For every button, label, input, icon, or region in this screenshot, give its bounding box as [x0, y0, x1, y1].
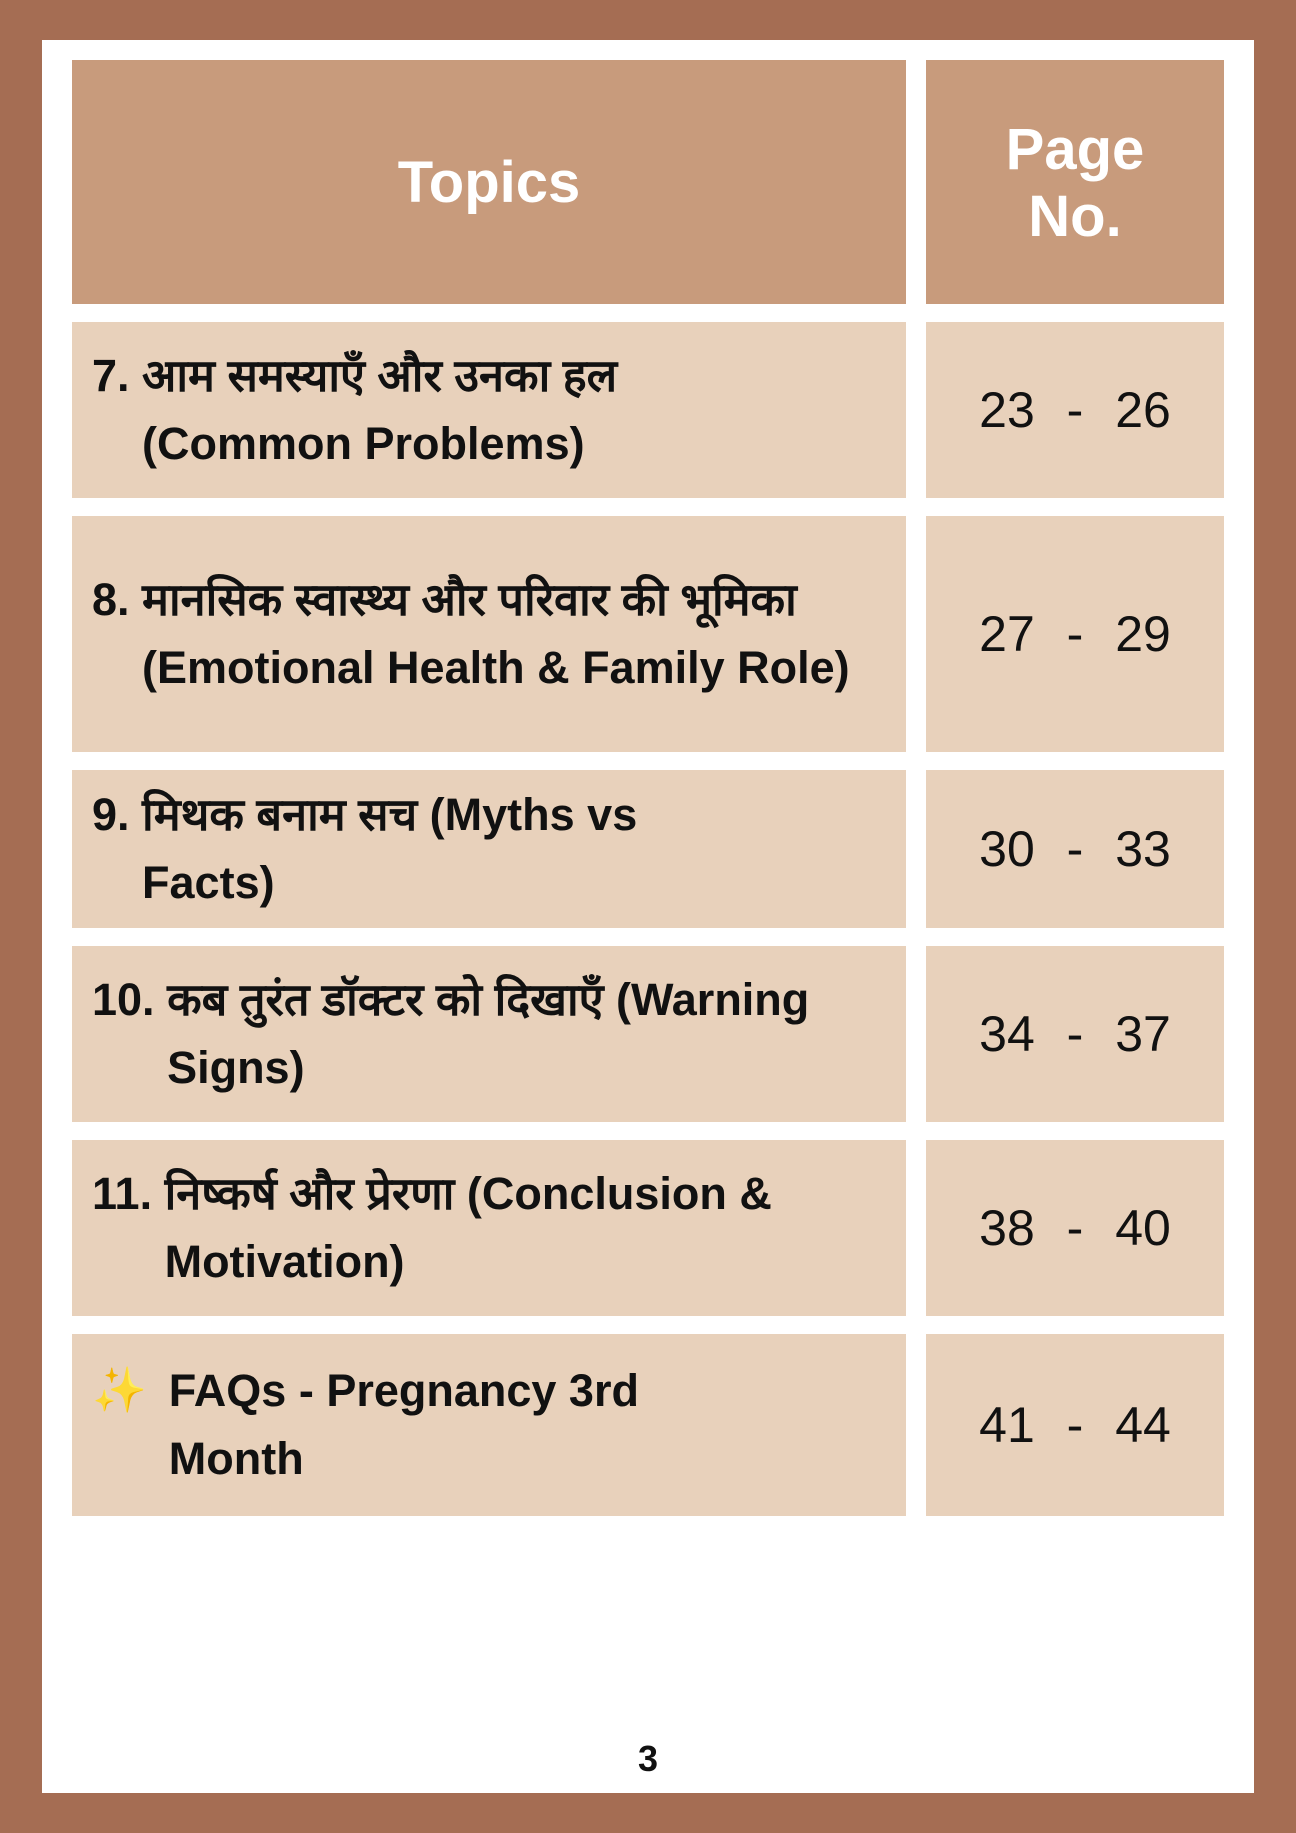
- page-range-cell: [926, 770, 1224, 928]
- page-range-cell: [926, 322, 1224, 498]
- topic-title: FAQs - Pregnancy 3rd Month: [168, 1365, 639, 1484]
- topic-title: मिथक बनाम सच (Myths vs Facts): [142, 789, 638, 908]
- table-row: [72, 1140, 1224, 1316]
- page-range: 41 - 44: [979, 1397, 1171, 1453]
- sparkles-icon: ✨: [92, 1366, 147, 1415]
- document-page: [42, 40, 1254, 1793]
- table-row: [72, 946, 1224, 1122]
- table-of-contents: [72, 60, 1224, 1534]
- page-number: 3: [637, 1738, 659, 1779]
- page-range: 30 - 33: [979, 821, 1171, 877]
- table-row: [72, 516, 1224, 752]
- page-range-cell: [926, 946, 1224, 1122]
- topic-cell: [72, 1140, 906, 1316]
- topic-cell: [72, 946, 906, 1122]
- topic-cell: [72, 322, 906, 498]
- topic-title: आम समस्याएँ और उनका हल (Common Problems): [142, 350, 618, 469]
- page-range: 23 - 26: [979, 382, 1171, 438]
- table-row: [72, 1334, 1224, 1516]
- topics-header: Topics: [72, 60, 906, 304]
- topic-number: 8.: [92, 574, 143, 625]
- table-row: [72, 322, 1224, 498]
- page-range-cell: [926, 1140, 1224, 1316]
- topic-title: कब तुरंत डॉक्टर को दिखाएँ (Warning Signs): [167, 974, 810, 1093]
- topic-number: 10.: [92, 974, 168, 1025]
- table-row: [72, 770, 1224, 928]
- page-no-header: Page No.: [926, 60, 1224, 304]
- page-range-cell: [926, 516, 1224, 752]
- topic-cell: [72, 1334, 906, 1516]
- page-range: 27 - 29: [979, 606, 1171, 662]
- toc-header-row: [72, 60, 1224, 304]
- page-range: 38 - 40: [979, 1200, 1171, 1256]
- topic-cell: [72, 516, 906, 752]
- topic-number: 9.: [92, 789, 143, 840]
- topic-title: मानसिक स्वास्थ्य और परिवार की भूमिका (Emotional Health & Family Role): [142, 574, 850, 693]
- page-range-cell: [926, 1334, 1224, 1516]
- topic-number: 7.: [92, 350, 143, 401]
- topic-cell: [72, 770, 906, 928]
- topic-number: 11.: [92, 1168, 165, 1219]
- topic-title: निष्कर्ष और प्रेरणा (Conclusion & Motivation): [164, 1168, 772, 1287]
- page-range: 34 - 37: [979, 1006, 1171, 1062]
